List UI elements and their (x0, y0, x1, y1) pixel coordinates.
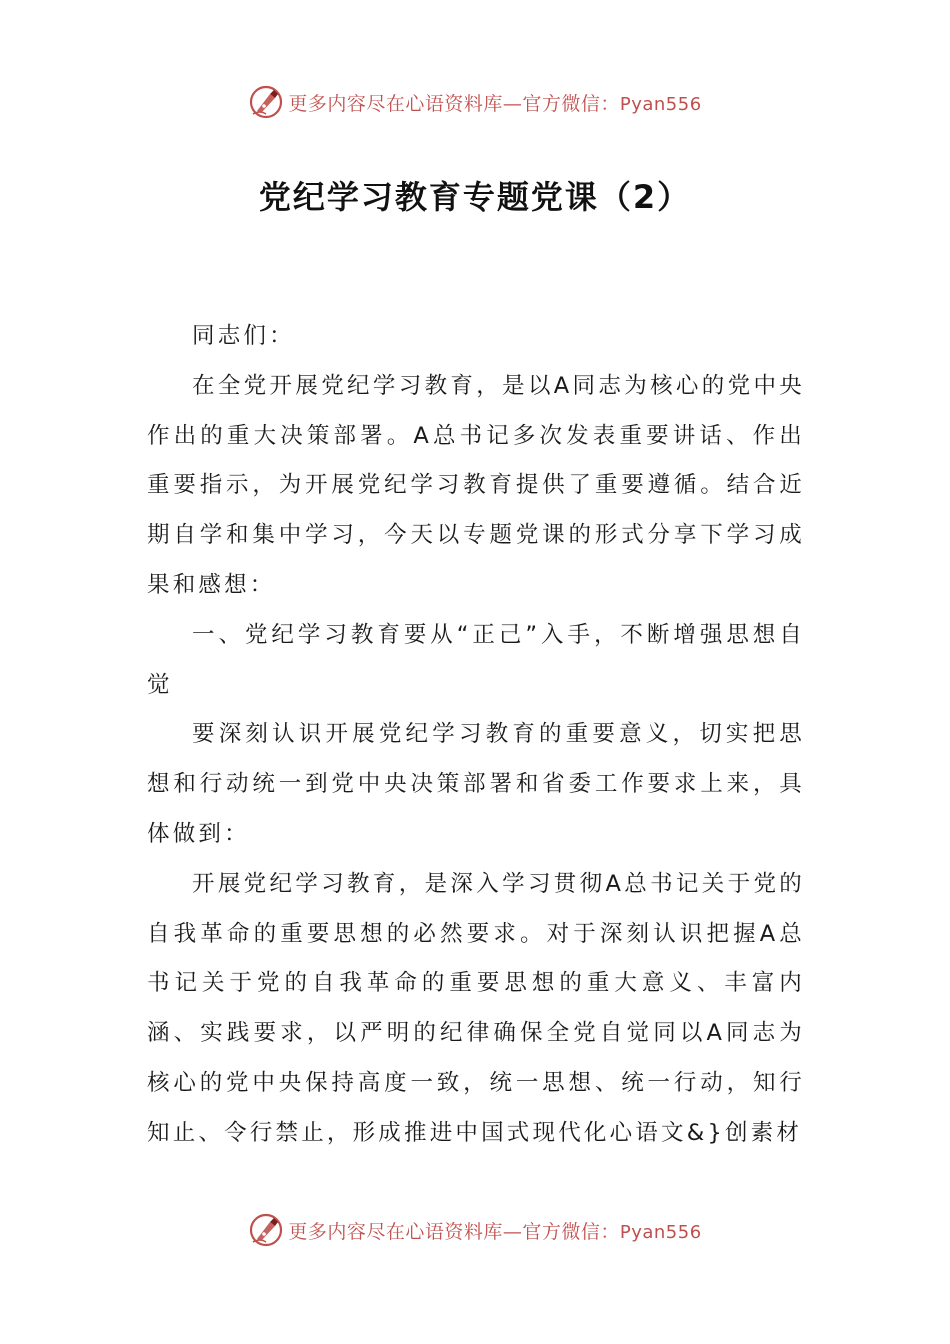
header-wechat-id: Pyan556 (619, 93, 702, 115)
paragraph-body-2: 开展党纪学习教育，是深入学习贯彻A总书记关于党的自我革命的重要思想的必然要求。对于深刻认识把握A总书记关于党的自我革命的重要思想的重大意义、丰富内涵、实践要求，以严明的纪律确保全党自觉同以A同志为核心的党中央保持高度一致，统一思想、统一行动，知行知止、令行禁止，形成推进中国式现代化心语文&}创素材 (147, 870, 805, 1146)
pen-nib-logo-icon (248, 84, 284, 120)
document-title: 党纪学习教育专题党课（2） (258, 178, 692, 216)
header-banner (0, 82, 950, 122)
footer-wechat-id: Pyan556 (619, 1221, 702, 1243)
paragraph-greeting: 同志们： (192, 323, 295, 349)
paragraph-intro: 在全党开展党纪学习教育，是以A同志为核心的党中央作出的重大决策部署。A总书记多次发表重要讲话、作出重要指示，为开展党纪学习教育提供了重要遵循。结合近期自学和集中学习，今天以专题党课的形式分享下学习成果和感想： (147, 372, 805, 598)
document-body (147, 312, 805, 1159)
pen-nib-logo-icon (248, 1212, 284, 1248)
footer-banner-text: 更多内容尽在心语资料库—官方微信：Pyan556 (288, 1220, 702, 1243)
footer-banner (0, 1210, 950, 1250)
header-banner-text: 更多内容尽在心语资料库—官方微信：Pyan556 (288, 92, 702, 115)
section-heading-1: 一、党纪学习教育要从“正己”入手，不断增强思想自觉 (147, 621, 805, 698)
paragraph-body-1: 要深刻认识开展党纪学习教育的重要意义，切实把思想和行动统一到党中央决策部署和省委工作要求上来，具体做到： (147, 721, 805, 847)
